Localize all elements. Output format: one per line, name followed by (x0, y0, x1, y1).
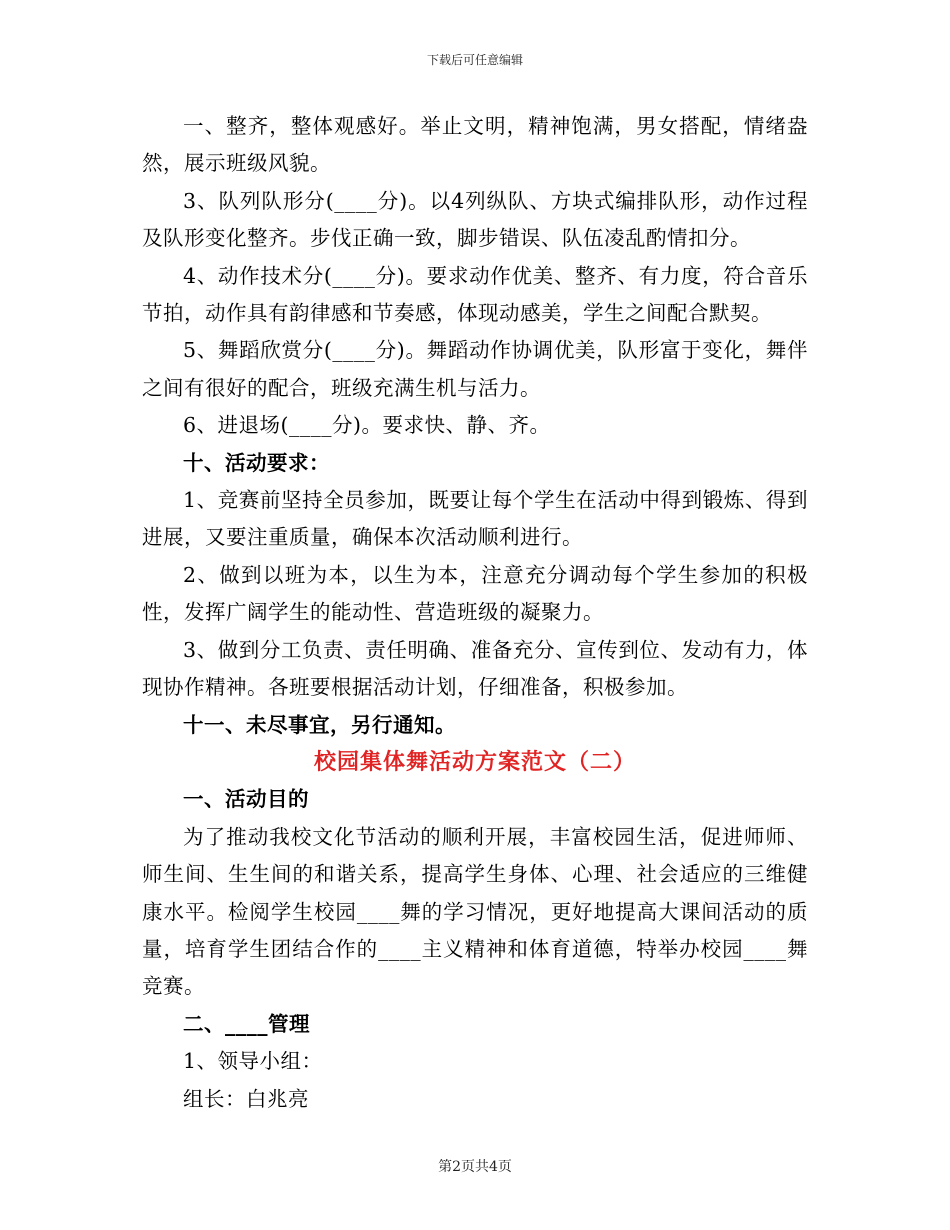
paragraph: 3、队列队形分(____分)。以4列纵队、方块式编排队形，动作过程及队形变化整齐。步伐正确一致，脚步错误、队伍凌乱酌情扣分。 (142, 188, 808, 251)
paragraph: 6、进退场(____分)。要求快、静、齐。 (183, 413, 551, 438)
paragraph: 组长：白兆亮 (183, 1086, 309, 1111)
section-heading: 十一、未尽事宜，另行通知。 (183, 712, 456, 737)
page-number: 第2页共4页 (438, 1159, 512, 1175)
document-body (142, 108, 808, 1118)
paragraph: 1、竞赛前坚持全员参加，既要让每个学生在活动中得到锻炼、得到进展，又要注重质量，确保本次活动顺利进行。 (142, 488, 808, 550)
paragraph: 为了推动我校文化节活动的顺利开展，丰富校园生活，促进师师、师生间、生生间的和谐关系，提高学生身体、心理、社会适应的三维健康水平。检阅学生校园____舞的学习情况，更好地提高大课间活动的质量，培育学生团结合作的____主义精神和体育道德，特举办校园____舞竞赛。 (142, 824, 808, 999)
paragraph: 4、动作技术分(____分)。要求动作优美、整齐、有力度，符合音乐节拍，动作具有韵律感和节奏感，体现动感美，学生之间配合默契。 (142, 263, 808, 326)
paragraph: 3、做到分工负责、责任明确、准备充分、宣传到位、发动有力，体现协作精神。各班要根据活动计划，仔细准备，积极参加。 (142, 637, 808, 700)
section-heading: 二、____管理 (183, 1011, 310, 1036)
page-header: 下载后可任意编辑 (426, 53, 523, 67)
paragraph: 2、做到以班为本，以生为本，注意充分调动每个学生参加的积极性，发挥广阔学生的能动性、营造班级的凝聚力。 (142, 562, 808, 625)
paragraph: 1、领导小组： (183, 1049, 323, 1074)
section-heading: 十、活动要求： (183, 450, 330, 475)
paragraph: 5、舞蹈欣赏分(____分)。舞蹈动作协调优美，队形富于变化，舞伴之间有很好的配合，班级充满生机与活力。 (142, 338, 808, 400)
section-heading: 一、活动目的 (183, 787, 309, 812)
paragraph: 一、整齐，整体观感好。举止文明，精神饱满，男女搭配，情绪盎然，展示班级风貌。 (142, 114, 808, 176)
document-section-title: 校园集体舞活动方案范文（二） (313, 748, 636, 775)
